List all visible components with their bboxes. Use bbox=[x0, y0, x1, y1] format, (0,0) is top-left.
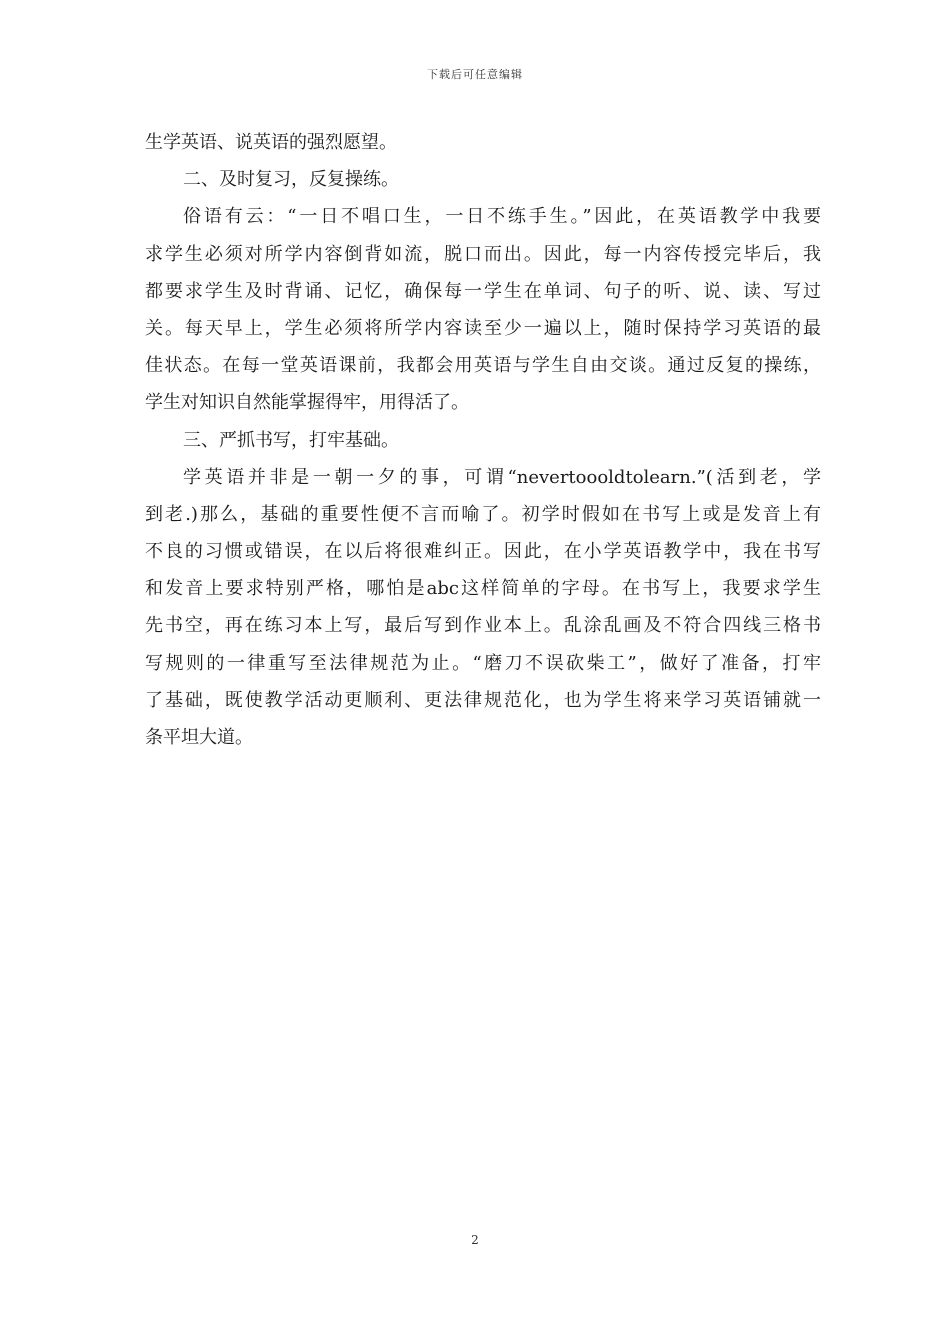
text-line: 俗语有云：“一日不唱口生，一日不练手生。”因此，在英语教学中我要 bbox=[183, 206, 821, 228]
text-line: 佳状态。在每一堂英语课前，我都会用英语与学生自由交谈。通过反复的操练， bbox=[145, 355, 821, 377]
text-line: 先书空，再在练习本上写，最后写到作业本上。乱涂乱画及不符合四线三格书 bbox=[145, 615, 821, 637]
text-line: 写规则的一律重写至法律规范为止。“磨刀不误砍柴工”，做好了准备，打牢 bbox=[145, 652, 821, 674]
document-body bbox=[145, 124, 821, 756]
text-line: 条平坦大道。 bbox=[145, 727, 253, 748]
text-line: 了基础，既使教学活动更顺利、更法律规范化，也为学生将来学习英语铺就一 bbox=[145, 689, 821, 711]
text-line: 学英语并非是一朝一夕的事，可谓“nevertoooldtolearn.”(活到老，学 bbox=[183, 466, 821, 488]
text-line: 生学英语、说英语的强烈愿望。 bbox=[145, 132, 397, 153]
text-line: 都要求学生及时背诵、记忆，确保每一学生在单词、句子的听、说、读、写过 bbox=[145, 280, 821, 302]
text-line: 求学生必须对所学内容倒背如流，脱口而出。因此，每一内容传授完毕后，我 bbox=[145, 243, 821, 265]
text-line: 不良的习惯或错误，在以后将很难纠正。因此，在小学英语教学中，我在书写 bbox=[145, 541, 821, 563]
section-heading: 二、及时复习，反复操练。 bbox=[183, 169, 399, 191]
text-line: 关。每天早上，学生必须将所学内容读至少一遍以上，随时保持学习英语的最 bbox=[145, 317, 821, 339]
text-line: 到老.)那么，基础的重要性便不言而喻了。初学时假如在书写上或是发音上有 bbox=[145, 503, 821, 525]
page-header: 下载后可任意编辑 bbox=[427, 68, 523, 81]
text-line: 学生对知识自然能掌握得牢，用得活了。 bbox=[145, 392, 469, 414]
page-number: 2 bbox=[471, 1233, 479, 1247]
section-heading: 三、严抓书写，打牢基础。 bbox=[183, 429, 399, 451]
text-line: 和发音上要求特别严格，哪怕是abc这样简单的字母。在书写上，我要求学生 bbox=[145, 578, 821, 600]
